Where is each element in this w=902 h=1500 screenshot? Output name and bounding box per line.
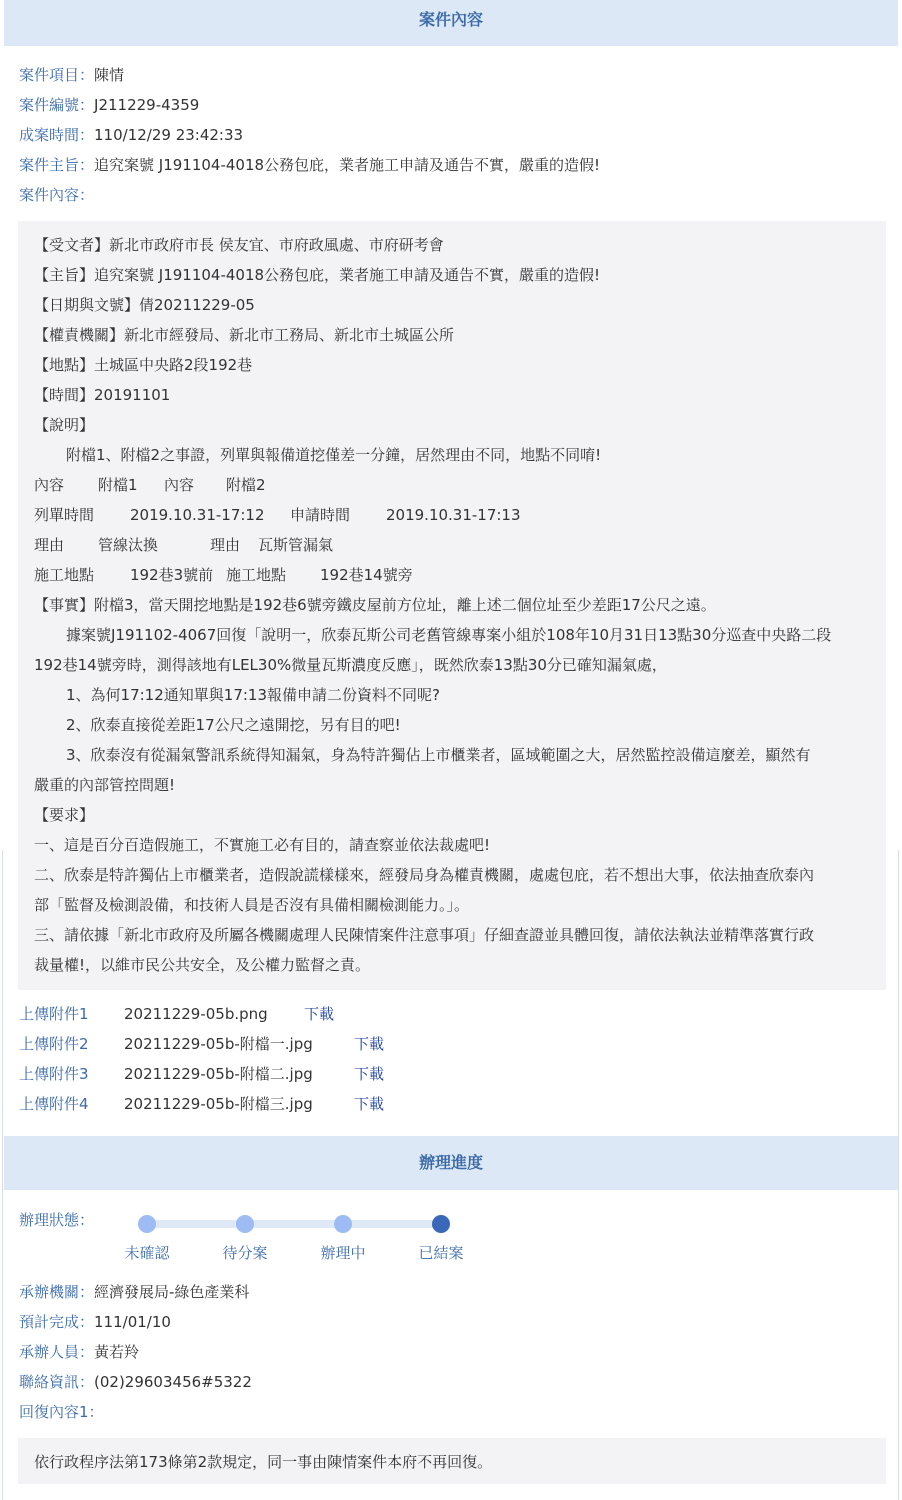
officer-field xyxy=(19,1341,139,1363)
attachment-row xyxy=(19,1063,384,1085)
step-label: 待分案 xyxy=(222,1244,268,1262)
left-border xyxy=(2,850,3,1500)
case-content-field xyxy=(19,184,94,206)
attachment-filename: 20211229-05b-附檔三.jpg xyxy=(124,1095,313,1113)
field-value: 黃若羚 xyxy=(94,1343,140,1361)
step-dot-closed xyxy=(432,1215,450,1233)
download-link[interactable]: 下載 xyxy=(354,1065,385,1083)
content-line: 【受文者】新北市政府市長 侯友宜、市府政風處、市府研考會 xyxy=(34,236,444,254)
reply-field xyxy=(19,1401,104,1423)
content-line: 【要求】 xyxy=(34,806,95,824)
download-link[interactable]: 下載 xyxy=(354,1035,385,1053)
field-value: 追究案號 J191104-4018公務包庇，業者施工申請及通告不實，嚴重的造假! xyxy=(94,156,601,174)
attachment-label: 上傳附件1 xyxy=(19,1005,89,1023)
step-label: 未確認 xyxy=(124,1244,170,1262)
field-label: 案件主旨： xyxy=(19,156,95,174)
reply-text: 依行政程序法第173條第2款規定，同一事由陳情案件本府不再回復。 xyxy=(34,1453,493,1471)
content-line: 部「監督及檢測設備，和技術人員是否沒有具備相關檢測能力。」。 xyxy=(34,896,470,914)
status-field xyxy=(19,1209,94,1231)
case-time-field xyxy=(19,124,243,146)
content-line: 【說明】 xyxy=(34,416,95,434)
step-label: 已結案 xyxy=(418,1244,464,1262)
table-cell: 管線汰換 xyxy=(98,536,159,554)
field-value: 經濟發展局-綠色產業科 xyxy=(94,1283,250,1301)
field-label: 承辦人員： xyxy=(19,1343,95,1361)
agency-field xyxy=(19,1281,249,1303)
field-value: 陳情 xyxy=(94,66,125,84)
download-link[interactable]: 下載 xyxy=(354,1095,385,1113)
content-line: 【時間】20191101 xyxy=(34,386,171,404)
content-line: 【事實】附檔3，當天開挖地點是192巷6號旁鐵皮屋前方位址，離上述二個位址至少差距17公尺之遠。 xyxy=(34,596,716,614)
progress-header: 辦理進度 xyxy=(4,1136,898,1190)
attachment-row xyxy=(19,1033,384,1055)
table-cell: 理由 xyxy=(210,536,241,554)
field-label: 案件項目： xyxy=(19,66,95,84)
download-link[interactable]: 下載 xyxy=(304,1005,335,1023)
table-cell: 瓦斯管漏氣 xyxy=(258,536,334,554)
case-content-header: 案件內容 xyxy=(4,0,898,46)
field-label: 回復內容1： xyxy=(19,1403,104,1421)
content-line: 3、欣泰沒有從漏氣警訊系統得知漏氣，身為特許獨佔上市櫃業者，區域範圍之大，居然監控設備這麼差，顯然有 xyxy=(66,746,811,764)
field-label: 承辦機關： xyxy=(19,1283,95,1301)
table-row xyxy=(34,474,870,496)
content-line: 1、為何17:12通知單與17:13報備申請二份資料不同呢? xyxy=(66,686,440,704)
attachment-label: 上傳附件2 xyxy=(19,1035,89,1053)
table-cell: 施工地點 xyxy=(226,566,287,584)
content-line: 三、請依據「新北市政府及所屬各機關處理人民陳情案件注意事項」仔細查證並具體回復，請依法執法並精準落實行政 xyxy=(34,926,815,944)
content-line: 【日期與文號】倩20211229-05 xyxy=(34,296,255,314)
content-line: 裁量權!，以維市民公共安全，及公權力監督之責。 xyxy=(34,956,371,974)
table-row xyxy=(34,564,870,586)
content-line: 據案號J191102-4067回復「說明一，欣泰瓦斯公司老舊管線專案小組於108年10月31日13點30分巡查中央路二段 xyxy=(66,626,832,644)
step-dot-processing xyxy=(334,1215,352,1233)
content-line: 【主旨】追究案號 J191104-4018公務包庇，業者施工申請及通告不實，嚴重的造假! xyxy=(34,266,601,284)
expected-completion-field xyxy=(19,1311,171,1333)
table-cell: 192巷14號旁 xyxy=(320,566,413,584)
table-cell: 附檔2 xyxy=(226,476,266,494)
table-row xyxy=(34,504,870,526)
table-cell: 申請時間 xyxy=(290,506,351,524)
contact-field xyxy=(19,1371,252,1393)
field-label: 案件內容： xyxy=(19,186,95,204)
case-number-field xyxy=(19,94,199,116)
content-line: 二、欣泰是特許獨佔上市櫃業者，造假說謊樣樣來，經發局身為權責機關，處處包庇，若不想出大事，依法抽查欣泰內 xyxy=(34,866,815,884)
table-cell: 內容 xyxy=(34,476,65,494)
attachment-row xyxy=(19,1093,384,1115)
attachment-filename: 20211229-05b-附檔二.jpg xyxy=(124,1065,313,1083)
table-cell: 內容 xyxy=(164,476,195,494)
field-label: 辦理狀態： xyxy=(19,1211,95,1229)
attachment-filename: 20211229-05b.png xyxy=(124,1005,268,1023)
content-line: 嚴重的內部管控問題! xyxy=(34,776,176,794)
attachment-label: 上傳附件4 xyxy=(19,1095,89,1113)
table-cell: 施工地點 xyxy=(34,566,95,584)
case-content-box xyxy=(18,221,886,990)
reply-content-box xyxy=(18,1438,886,1484)
step-label: 辦理中 xyxy=(320,1244,366,1262)
field-value: J211229-4359 xyxy=(94,96,200,114)
table-row xyxy=(34,534,870,556)
field-label: 預計完成： xyxy=(19,1313,95,1331)
table-cell: 2019.10.31-17:13 xyxy=(386,506,521,524)
content-line: 【權責機關】新北市經發局、新北市工務局、新北市土城區公所 xyxy=(34,326,455,344)
content-line: 【地點】土城區中央路2段192巷 xyxy=(34,356,253,374)
attachment-filename: 20211229-05b-附檔一.jpg xyxy=(124,1035,313,1053)
table-cell: 2019.10.31-17:12 xyxy=(130,506,265,524)
field-value: 111/01/10 xyxy=(94,1313,171,1331)
content-line: 192巷14號旁時，測得該地有LEL30%微量瓦斯濃度反應」，既然欣泰13點30分已確知漏氣處， xyxy=(34,656,667,674)
content-line: 附檔1、附檔2之事證，列單與報備道挖僅差一分鐘，居然理由不同，地點不同唷! xyxy=(66,446,602,464)
content-line: 一、這是百分百造假施工，不實施工必有目的，請查察並依法裁處吧! xyxy=(34,836,491,854)
field-label: 成案時間： xyxy=(19,126,95,144)
table-cell: 列單時間 xyxy=(34,506,95,524)
right-border xyxy=(898,850,899,1500)
table-cell: 192巷3號前 xyxy=(130,566,214,584)
step-dot-pending-assignment xyxy=(236,1215,254,1233)
field-value: 110/12/29 23:42:33 xyxy=(94,126,244,144)
field-label: 聯絡資訊： xyxy=(19,1373,95,1391)
case-item-field xyxy=(19,64,124,86)
step-dot-unconfirmed xyxy=(138,1215,156,1233)
table-cell: 理由 xyxy=(34,536,65,554)
attachment-row xyxy=(19,1003,334,1025)
progress-track xyxy=(147,1220,441,1228)
attachment-label: 上傳附件3 xyxy=(19,1065,89,1083)
field-value: (02)29603456#5322 xyxy=(94,1373,252,1391)
case-subject-field xyxy=(19,154,600,176)
field-label: 案件編號： xyxy=(19,96,95,114)
table-cell: 附檔1 xyxy=(98,476,138,494)
content-line: 2、欣泰直接從差距17公尺之遠開挖，另有目的吧! xyxy=(66,716,401,734)
